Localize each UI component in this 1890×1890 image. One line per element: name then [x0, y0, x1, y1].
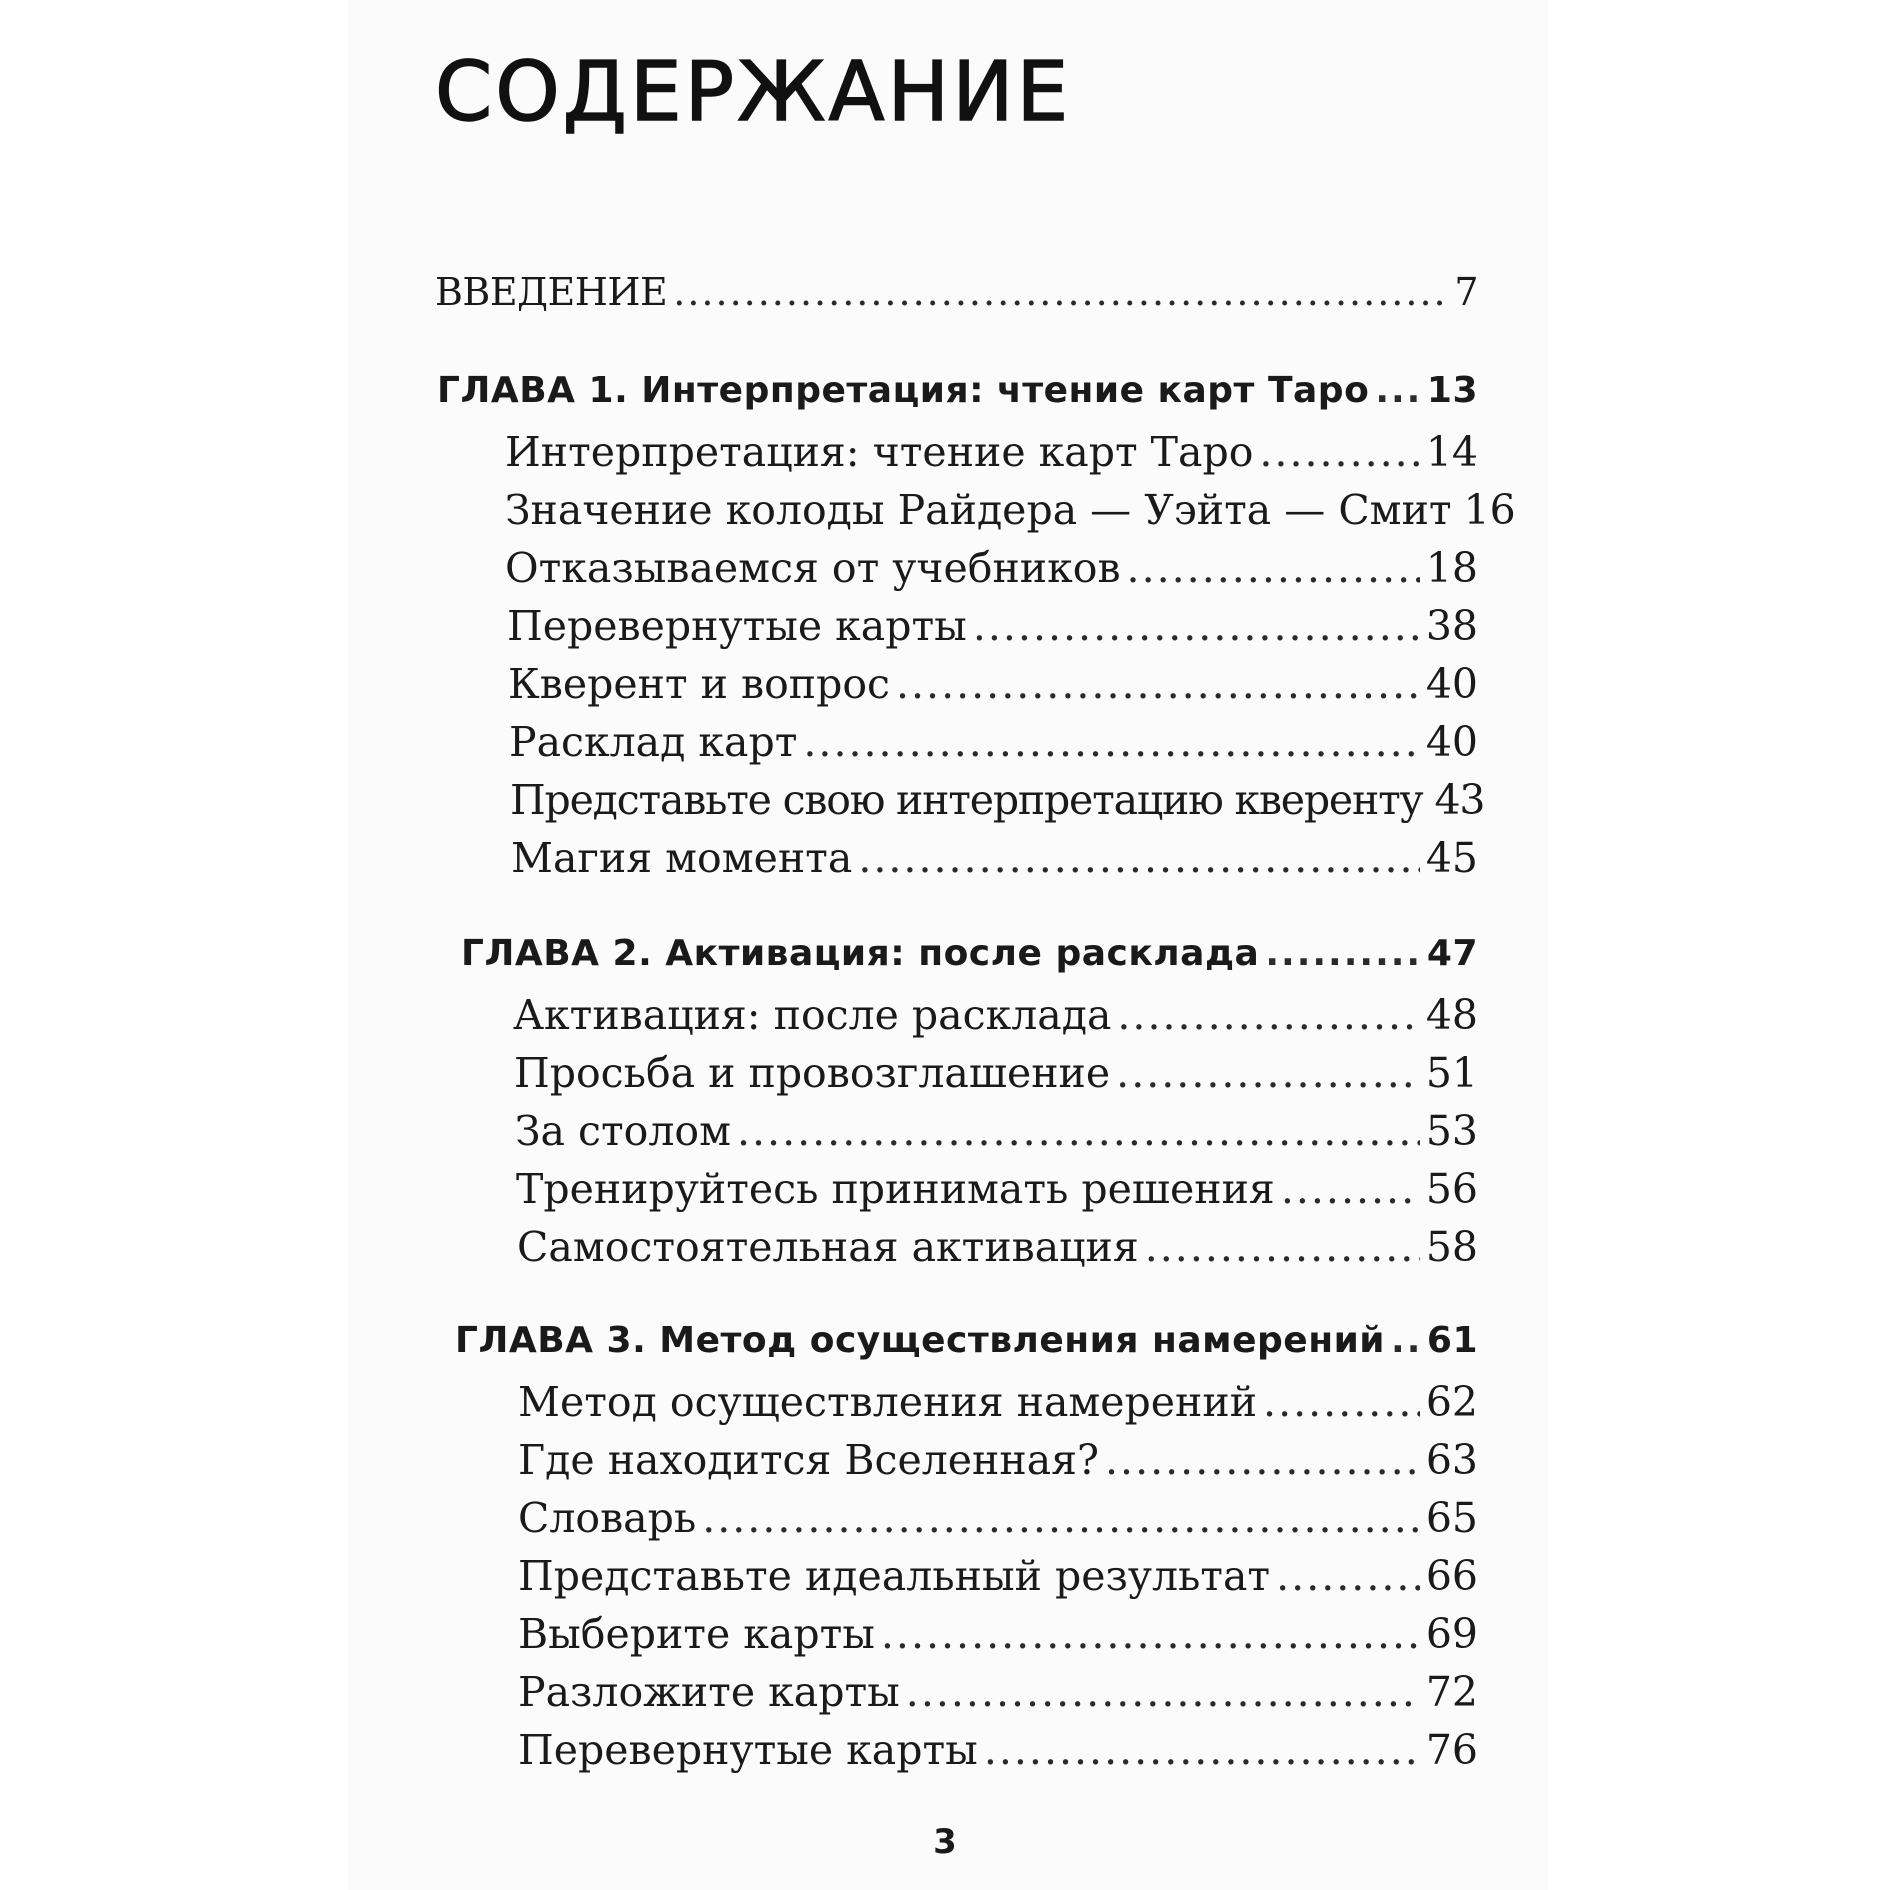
leader-dots: [737, 1107, 1420, 1155]
leader-dots: [858, 834, 1420, 882]
toc-entry-label: Расклад карт: [509, 718, 798, 766]
toc-entry-page: 56: [1425, 1165, 1478, 1213]
toc-entry: [518, 1552, 1478, 1604]
toc-entry-label: Метод осуществления намерений: [518, 1378, 1258, 1426]
leader-dots: [702, 1494, 1420, 1542]
chapter-label: ГЛАВА 3. Метод осуществления намерений: [455, 1320, 1386, 1361]
toc-entry-label: ВВЕДЕНИЕ: [435, 270, 668, 314]
toc-entry-page: 66: [1425, 1552, 1478, 1600]
toc-entry-page: 14: [1425, 428, 1478, 476]
toc-entry-label: Разложите карты: [518, 1668, 900, 1716]
leader-dots: [1265, 933, 1421, 974]
toc-entry: [505, 428, 1478, 480]
toc-entry-page: 63: [1425, 1436, 1478, 1484]
toc-entry-label: Выберите карты: [518, 1610, 875, 1658]
toc-entry-page: 38: [1425, 602, 1478, 650]
toc-entry-label: Тренируйтесь принимать решения: [516, 1165, 1275, 1213]
leader-dots: [906, 1668, 1420, 1716]
leader-dots: [1105, 1436, 1420, 1484]
toc-entry-page: 45: [1425, 834, 1478, 882]
toc-entry-page: 69: [1425, 1610, 1478, 1658]
toc-entry: [518, 1726, 1478, 1778]
toc-entry-label: Значение колоды Райдера — Уэйта — Смит: [505, 486, 1452, 534]
toc-entry-intro: [435, 270, 1478, 322]
toc-entry-page: 65: [1425, 1494, 1478, 1542]
toc-entry-page: 40: [1425, 718, 1478, 766]
leader-dots: [1263, 1378, 1420, 1426]
chapter-page: 13: [1426, 370, 1478, 411]
chapter-label: ГЛАВА 1. Интерпретация: чтение карт Таро: [437, 370, 1370, 411]
toc-entry-label: Отказываемся от учебников: [505, 544, 1121, 592]
toc-entry: [518, 1436, 1478, 1488]
toc-entry: [518, 1668, 1478, 1720]
toc-entry: [518, 1610, 1478, 1662]
toc-entry-label: Магия момента: [511, 834, 853, 882]
toc-entry: [518, 1494, 1478, 1546]
leader-dots: [881, 1610, 1420, 1658]
leader-dots: [1375, 370, 1421, 411]
toc-entry-label: Перевернутые карты: [518, 1726, 978, 1774]
toc-entry-label: Словарь: [518, 1494, 697, 1542]
toc-entry-label: Самостоятельная активация: [517, 1223, 1139, 1271]
toc-entry-page: 43: [1434, 776, 1485, 824]
toc-entry: [505, 544, 1478, 596]
toc-chapter-1: [437, 370, 1478, 422]
leader-dots: [1276, 1552, 1420, 1600]
toc-entry-label: Кверент и вопрос: [508, 660, 890, 708]
leader-dots: [1117, 991, 1419, 1039]
toc-entry: [508, 660, 1478, 712]
toc-entry-page: 62: [1425, 1378, 1478, 1426]
leader-dots: [1259, 428, 1419, 476]
toc-entry-page: 18: [1425, 544, 1478, 592]
toc-entry: [509, 718, 1478, 770]
toc-entry-page: 16: [1463, 486, 1516, 534]
toc-entry: [514, 1049, 1478, 1101]
toc-entry-label: Активация: после расклада: [513, 991, 1112, 1039]
chapter-page: 47: [1426, 933, 1478, 974]
toc-entry-label: Представьте свою интерпретацию кверенту: [510, 776, 1423, 824]
toc-entry: [511, 834, 1478, 886]
toc-entry-page: 72: [1425, 1668, 1478, 1716]
toc-entry-page: 7: [1454, 270, 1478, 314]
toc-entry-label: Перевернутые карты: [507, 602, 967, 650]
page-title: СОДЕРЖАНИЕ: [435, 45, 1072, 140]
toc-entry-label: За столом: [515, 1107, 731, 1155]
toc-entry-page: 53: [1425, 1107, 1478, 1155]
leader-dots: [673, 270, 1448, 314]
toc-entry-page: 58: [1425, 1223, 1478, 1271]
toc-entry: [505, 486, 1516, 538]
toc-entry-label: Интерпретация: чтение карт Таро: [505, 428, 1254, 476]
leader-dots: [896, 660, 1420, 708]
leader-dots: [1145, 1223, 1420, 1271]
toc-entry-label: Где находится Вселенная?: [518, 1436, 1099, 1484]
chapter-label: ГЛАВА 2. Активация: после расклада: [461, 933, 1260, 974]
chapter-page: 61: [1426, 1320, 1478, 1361]
toc-entry: [516, 1165, 1478, 1217]
leader-dots: [1116, 1049, 1420, 1097]
leader-dots: [973, 602, 1420, 650]
toc-entry: [507, 602, 1478, 654]
leader-dots: [1391, 1320, 1421, 1361]
toc-entry-page: 76: [1425, 1726, 1478, 1774]
toc-entry: [517, 1223, 1478, 1275]
page-number: 3: [933, 1822, 957, 1862]
toc-entry-page: 51: [1425, 1049, 1478, 1097]
toc-entry-page: 40: [1425, 660, 1478, 708]
toc-entry: [515, 1107, 1478, 1159]
leader-dots: [803, 718, 1419, 766]
leader-dots: [1281, 1165, 1420, 1213]
toc-chapter-3: [455, 1320, 1478, 1372]
toc-entry: [510, 776, 1485, 828]
leader-dots: [1127, 544, 1420, 592]
toc-entry: [513, 991, 1478, 1043]
toc-entry-label: Просьба и провозглашение: [514, 1049, 1111, 1097]
toc-entry-page: 48: [1425, 991, 1478, 1039]
toc-chapter-2: [461, 933, 1478, 985]
toc-entry: [518, 1378, 1478, 1430]
leader-dots: [984, 1726, 1420, 1774]
toc-entry-label: Представьте идеальный результат: [518, 1552, 1271, 1600]
